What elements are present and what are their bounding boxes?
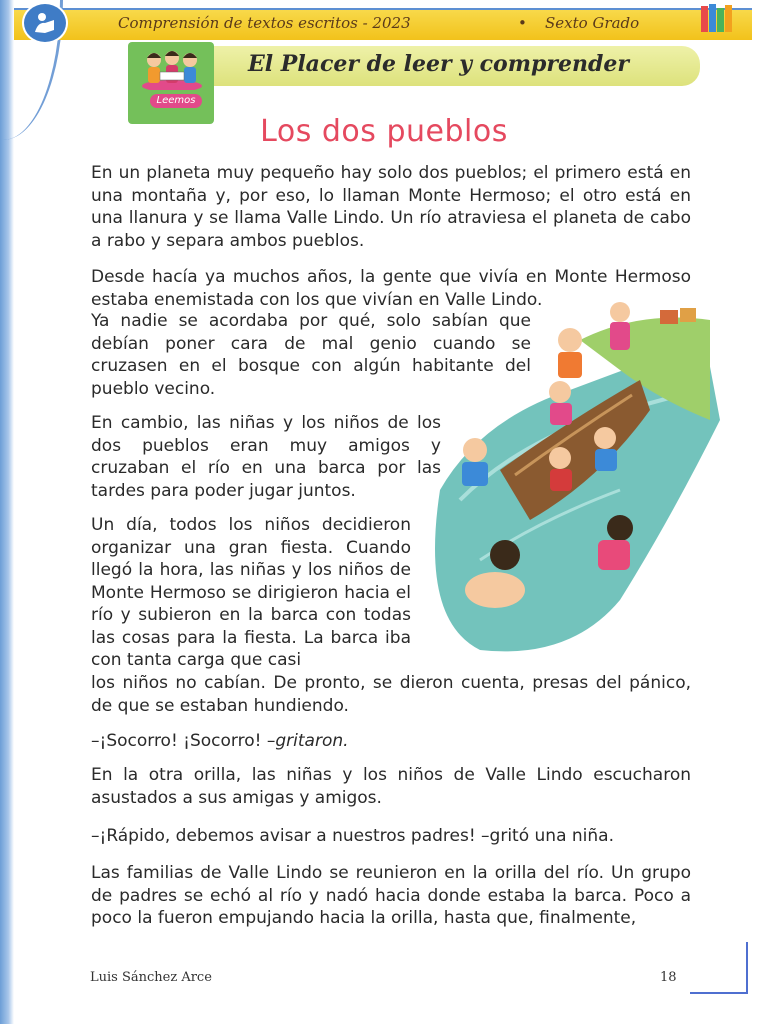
- page-corner-bracket: [690, 942, 748, 994]
- dialog-socorro-tag: gritaron.: [275, 731, 349, 751]
- story-title: Los dos pueblos: [260, 114, 508, 149]
- paragraph-5: En la otra orilla, las niñas y los niños de Valle Lindo escucharon asustados a sus amigas y amigos.: [91, 765, 691, 808]
- header-title: Comprensión de textos escritos - 2023: [118, 14, 411, 32]
- children-reading-icon: [140, 46, 204, 90]
- books-icon: [697, 0, 737, 36]
- paragraph-1: En un planeta muy pequeño hay solo dos pueblos; el primero está en una montaña y, por eso, lo llaman Monte Hermoso; el otro está en una llanura y se llama Valle Lindo. Un río atraviesa el planeta de cabo a rabo y separa ambos pueblos.: [91, 163, 691, 251]
- header-separator: •: [518, 14, 527, 32]
- paragraph-6: Las familias de Valle Lindo se reunieron en la orilla del río. Un grupo de padres se echó al río y nadó hacia donde estaba la barca. Poco a poco la fueron empujando hacia la orilla, hasta que, finalmente,: [91, 863, 691, 928]
- paragraph-4b: los niños no cabían. De pronto, se dieron cuenta, presas del pánico, de que se estaban hundiendo.: [91, 673, 691, 716]
- reading-child-icon: [22, 2, 68, 44]
- page-left-border: [0, 0, 14, 1024]
- paragraph-4a: Un día, todos los niños decidieron organizar una gran fiesta. Cuando llegó la hora, las niñas y los niños de Monte Hermoso se dirigieron hacia el río y subieron en la barca con todas las cosas para la fiesta. La barca iba con tanta carga que casi: [91, 515, 411, 670]
- dialog-rapido: –¡Rápido, debemos avisar a nuestros padres! –gritó una niña.: [91, 826, 614, 846]
- dialog-socorro-speech: –¡Socorro! ¡Socorro! –: [91, 731, 276, 751]
- section-banner-text: El Placer de leer y comprender: [248, 51, 629, 77]
- paragraph-3: En cambio, las niñas y los niños de los dos pueblos eran muy amigos y cruzaban el río en una barca por las tardes para poder jugar juntos.: [91, 413, 441, 501]
- paragraph-2a: Desde hacía ya muchos años, la gente que vivía en Monte Hermoso estaba enemistada con los que vivían en Valle Lindo.: [91, 267, 691, 310]
- river-boat-illustration: [420, 300, 720, 660]
- leemos-badge: Leemos: [150, 94, 202, 108]
- dialog-socorro: [91, 730, 691, 753]
- paragraph-2b: Ya nadie se acordaba por qué, solo sabían que debían poner cara de mal genio cuando se cruzasen en el bosque con algún habitante del pueblo vecino.: [91, 311, 531, 399]
- page-number: 18: [660, 970, 677, 985]
- header-grade: Sexto Grado: [545, 14, 640, 32]
- footer-author: Luis Sánchez Arce: [90, 970, 212, 985]
